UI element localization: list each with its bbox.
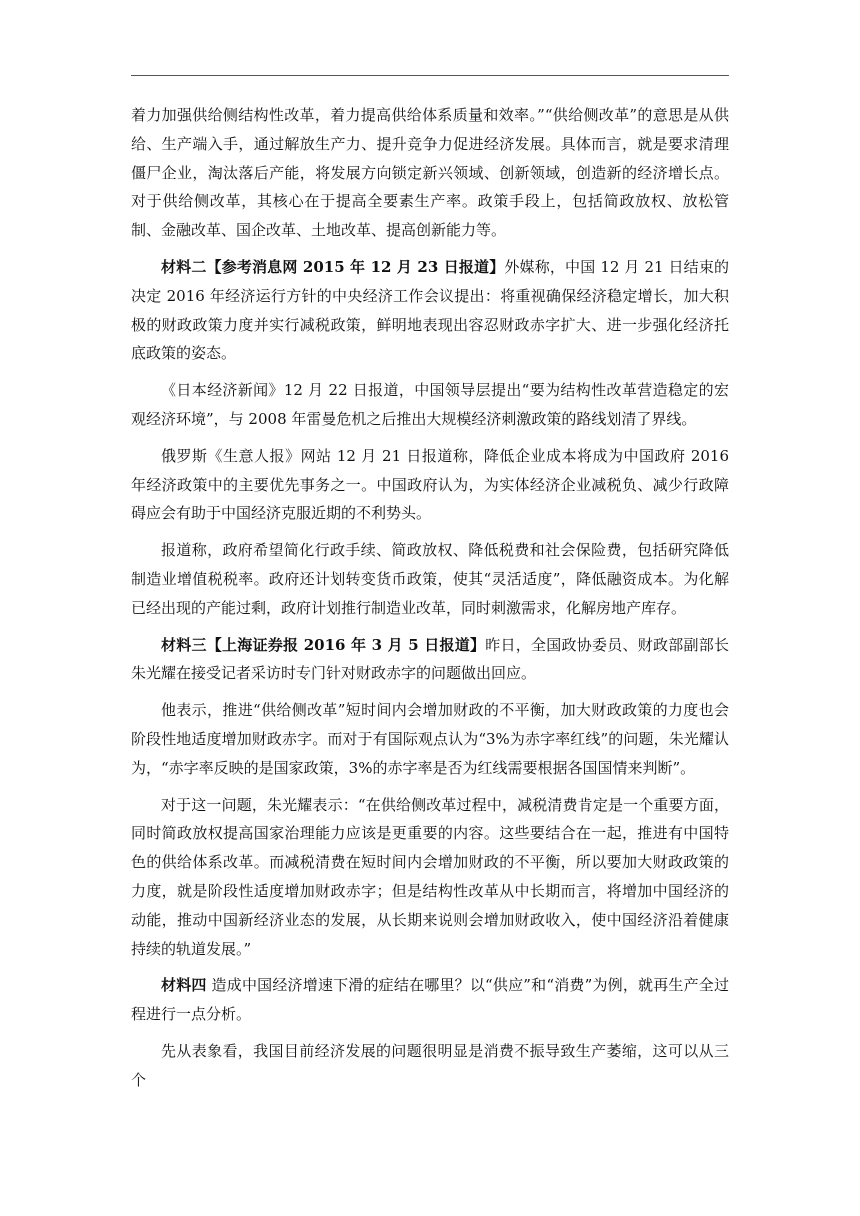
document-body	[131, 101, 729, 1095]
paragraph-text: 着力加强供给侧结构性改革，着力提高供给体系质量和效率。”“供给侧改革”的意思是从供给、生产端入手，通过解放生产力、提升竞争力促进经济发展。具体而言，就是要求清理僵尸企业，淘汰落后产能，将发展方向锁定新兴领域、创新领域，创造新的经济增长点。对于供给侧改革，其核心在于提高全要素生产率。政策手段上，包括简政放权、放松管制、金融改革、国企改革、土地改革、提高创新能力等。	[131, 106, 729, 240]
paragraph-7	[131, 696, 729, 782]
paragraph-3	[131, 376, 729, 434]
paragraph-material-4	[131, 971, 729, 1029]
paragraph-text: 外媒称，中国 12 月 21 日结束的决定 2016 年经济运行方针的中央经济工作会议提出：将重视确保经济稳定增长，加大积极的财政政策力度并实行减税政策，鲜明地表现出容忍财政赤字扩大、进一步强化经济托底政策的姿态。	[131, 257, 729, 363]
paragraph-text: 俄罗斯《生意人报》网站 12 月 21 日报道称，降低企业成本将成为中国政府 2016 年经济政策中的主要优先事务之一。中国政府认为，为实体经济企业减税负、减少行政障碍应会有助于中国经济克服近期的不利势头。	[131, 446, 729, 523]
paragraph-5	[131, 536, 729, 622]
material-2-heading: 材料二【参考消息网 2015 年 12 月 23 日报道】	[161, 257, 505, 276]
paragraph-material-3	[131, 631, 729, 689]
paragraph-material-2	[131, 253, 729, 368]
paragraph-8	[131, 791, 729, 964]
paragraph-text: 先从表象看，我国目前经济发展的问题很明显是消费不振导致生产萎缩，这可以从三个	[131, 1041, 729, 1089]
paragraph-text: 昨日，全国政协委员、财政部副部长朱光耀在接受记者采访时专门针对财政赤字的问题做出回应。	[131, 635, 729, 683]
paragraph-text: 对于这一问题，朱光耀表示：“在供给侧改革过程中，减税清费肯定是一个重要方面，同时简政放权提高国家治理能力应该是更重要的内容。这些要结合在一起，推进有中国特色的供给体系改革。而减税清费在短时间内会增加财政的不平衡，所以要加大财政政策的力度，就是阶段性适度增加财政赤字；但是结构性改革从中长期而言，将增加中国经济的动能，推动中国新经济业态的发展，从长期来说则会增加财政收入，使中国经济沿着健康持续的轨道发展。”	[131, 795, 729, 958]
paragraph-text: 《日本经济新闻》12 月 22 日报道，中国领导层提出“要为结构性改革营造稳定的宏观经济环境”，与 2008 年雷曼危机之后推出大规模经济刺激政策的路线划清了界线。	[131, 381, 729, 428]
header-rule	[131, 75, 729, 76]
material-4-heading: 材料四	[161, 976, 207, 995]
paragraph-text: 造成中国经济增速下滑的症结在哪里？以“供应”和“消费”为例，就再生产全过程进行一点分析。	[131, 976, 729, 1024]
paragraph-4	[131, 442, 729, 528]
paragraph-text: 报道称，政府希望简化行政手续、简政放权、降低税费和社会保险费，包括研究降低制造业增值税税率。政府还计划转变货币政策，使其“灵活适度”，降低融资成本。为化解已经出现的产能过剩，政府计划推行制造业改革，同时刺激需求，化解房地产库存。	[131, 541, 729, 617]
paragraph-text: 他表示，推进“供给侧改革”短时间内会增加财政的不平衡，加大财政政策的力度也会阶段性地适度增加财政赤字。而对于有国际观点认为“3%为赤字率红线”的问题，朱光耀认为，“赤字率反映的是国家政策，3%的赤字率是否为红线需要根据各国国情来判断”。	[131, 701, 729, 777]
paragraph-1	[131, 101, 729, 245]
paragraph-10	[131, 1037, 729, 1095]
material-3-heading: 材料三【上海证券报 2016 年 3 月 5 日报道】	[161, 635, 486, 654]
